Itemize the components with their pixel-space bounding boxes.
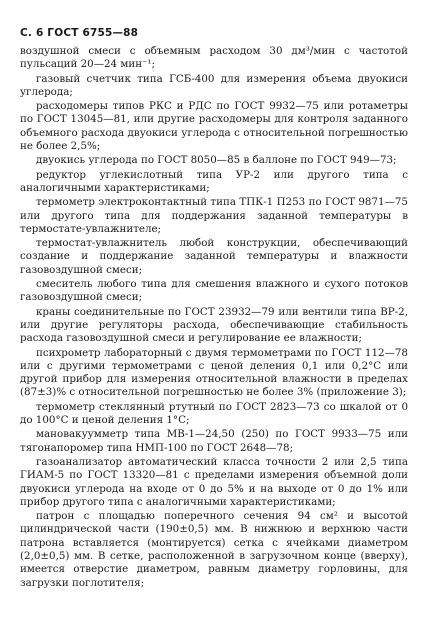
- document-page: [20, 27, 408, 591]
- paragraph-gas-analyzer: газоанализатор автоматический класса точности 2 или 2,5 типа ГИАМ-5 по ГОСТ 13320—81 с пределами измерения объемной доли двуокиси углерода на входе от 0 до 5% и на выходе от 0 до 1% или прибор другого типа с аналогичными характеристиками;: [20, 455, 408, 508]
- paragraph-reducer: редуктор углекислотный типа УР-2 или другого типа с аналогичными характеристиками;: [20, 168, 408, 194]
- paragraph-carbon-dioxide: двуокись углерода по ГОСТ 8050—85 в баллоне по ГОСТ 949—73;: [36, 154, 397, 167]
- page-header: С. 6 ГОСТ 6755—88: [20, 27, 139, 39]
- paragraph-manovacuummeter: мановакуумметр типа МВ-1—24,50 (250) по ГОСТ 9933—75 или тягонапоромер типа НМП-100 по ГОСТ 2648—78;: [20, 428, 408, 454]
- paragraph-glass-thermometer: термометр стеклянный ртутный по ГОСТ 2823—73 со шкалой от 0 до 100°С и ценой деления 1°С;: [20, 400, 408, 427]
- paragraph-air-mixture-flow: воздушной смеси с объемным расходом 30 дм³/мин с частотой пульсаций 20—24 мин⁻¹;: [20, 45, 408, 71]
- paragraph-valves: краны соединительные по ГОСТ 23932—79 или вентили типа ВР-2, или другие регуляторы расхода, обеспечивающие стабильность расхода газовоздушной смеси и регулирование ее влажности;: [20, 305, 408, 345]
- paragraph-psychrometer: психрометр лабораторный с двумя термометрами по ГОСТ 112—78 или с другими термометрами с ценой деления 0,1 или 0,2°С или другой прибор для измерения относительной влажности в пределах (87±3)% с относительной погрешностью не более 3% (приложение 3);: [20, 346, 408, 399]
- paragraph-flowmeters: расходомеры типов РКС и РДС по ГОСТ 9932—75 или ротаметры по ГОСТ 13045—81, или другие расходомеры для контроля заданного объемного расхода двуокиси углерода с относительной погрешностью не более 2,5%;: [20, 100, 408, 153]
- paragraph-thermostat-humidifier: термостат-увлажнитель любой конструкции, обеспечивающий создание и поддержание заданной температуры и влажности газовоздушной смеси;: [20, 237, 408, 276]
- paragraph-cartridge: патрон с площадью поперечного сечения 94 см² и высотой цилиндрической части (190±0,5) мм. В нижнюю и верхнюю части патрона вставляется (монтируется) сетка с ячейками диаметром (2,0±0,5) мм. В сетке, расположенной в загрузочном конце (вверху), имеется отверстие диаметром, равным диаметру горловины, для загрузки поглотителя;: [20, 510, 408, 589]
- paragraph-mixer: смеситель любого типа для смешения влажного и сухого потоков газовоздушной смеси;: [20, 278, 408, 304]
- paragraph-gas-meter: газовый счетчик типа ГСБ-400 для измерения объема двуокиси углерода;: [20, 72, 408, 98]
- paragraph-contact-thermometer: термометр электроконтактный типа ТПК-1 П253 по ГОСТ 9871—75 или другого типа для поддержания заданной температуры в термостате-увлажнителе;: [20, 196, 408, 235]
